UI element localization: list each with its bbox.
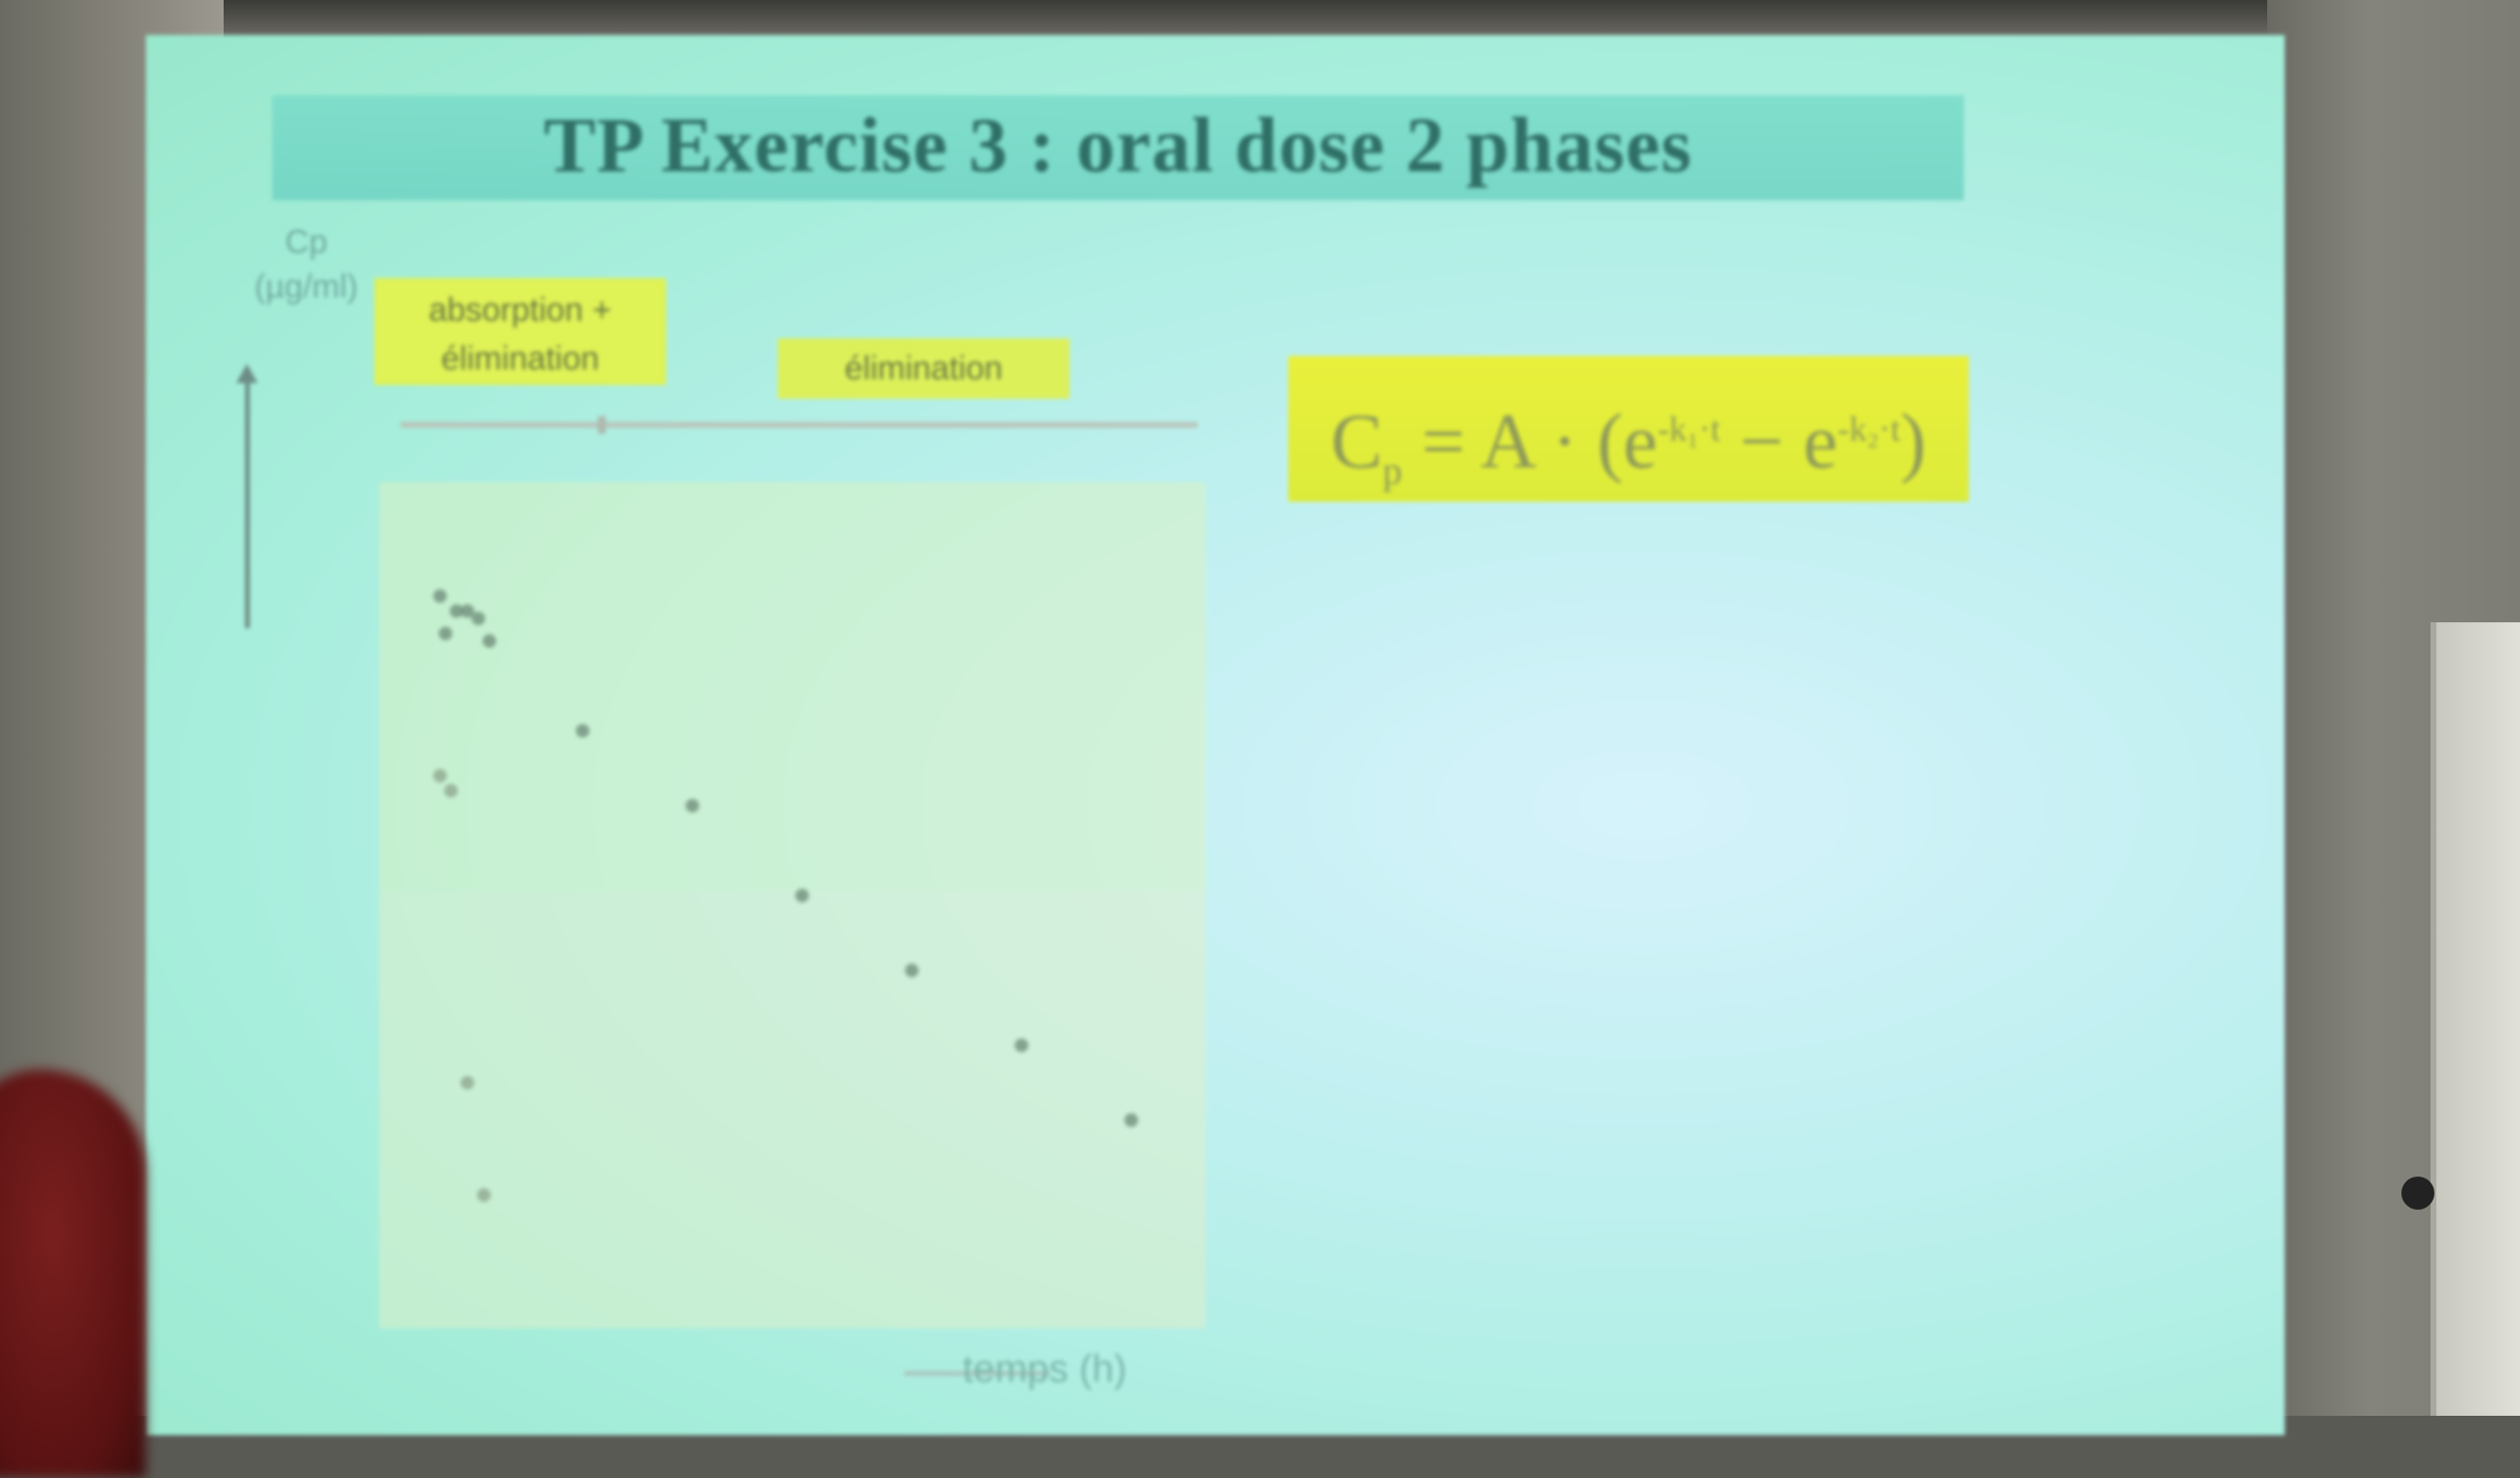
person-silhouette (0, 1070, 146, 1478)
y-axis-label (238, 220, 374, 309)
x-axis-label: temps (h) (962, 1348, 1127, 1390)
phase-badge-absorption (374, 278, 666, 385)
formula-mid: = A · (e (1402, 399, 1658, 485)
plot-background-lower (379, 891, 1206, 1328)
data-point (434, 769, 447, 783)
data-point (795, 889, 809, 902)
phase-absorption-line1: absorption + (428, 292, 612, 329)
data-point (905, 964, 919, 977)
formula-lhs-sub: p (1382, 448, 1403, 493)
wall-top (0, 0, 2520, 39)
phase-divider-tick (598, 416, 606, 434)
plot-background-upper (379, 482, 1206, 891)
data-point (444, 784, 458, 797)
y-axis-arrow (245, 375, 250, 628)
door-handle (2401, 1177, 2434, 1210)
slide-title: TP Exercise 3 : oral dose 2 phases (543, 103, 1693, 189)
data-point (438, 627, 452, 641)
y-axis-label-line1: Cp (285, 224, 328, 261)
door-frame (2431, 622, 2520, 1416)
data-point (477, 1188, 491, 1202)
data-point (434, 589, 447, 603)
plot-area (379, 482, 1206, 1328)
phase-badge-elimination: élimination (778, 338, 1069, 399)
y-axis-label-line2: (µg/ml) (254, 268, 359, 305)
data-point (576, 724, 589, 738)
formula-end: ) (1900, 399, 1927, 485)
data-point (1125, 1113, 1138, 1127)
formula (1288, 356, 1969, 502)
data-point (482, 634, 496, 648)
formula-exp1: -k₁·t (1657, 409, 1721, 448)
phase-range-arrow (401, 422, 1198, 428)
phase-absorption-line2: élimination (440, 340, 600, 377)
data-point (461, 1076, 474, 1090)
formula-minus: − e (1720, 399, 1838, 485)
plot-svg (379, 482, 1206, 1328)
formula-exp2: -k₂·t (1838, 409, 1901, 448)
projection-screen (146, 35, 2285, 1435)
data-point (1015, 1038, 1029, 1052)
formula-lhs: C (1330, 399, 1383, 485)
data-point (472, 612, 485, 625)
data-point (685, 799, 699, 813)
